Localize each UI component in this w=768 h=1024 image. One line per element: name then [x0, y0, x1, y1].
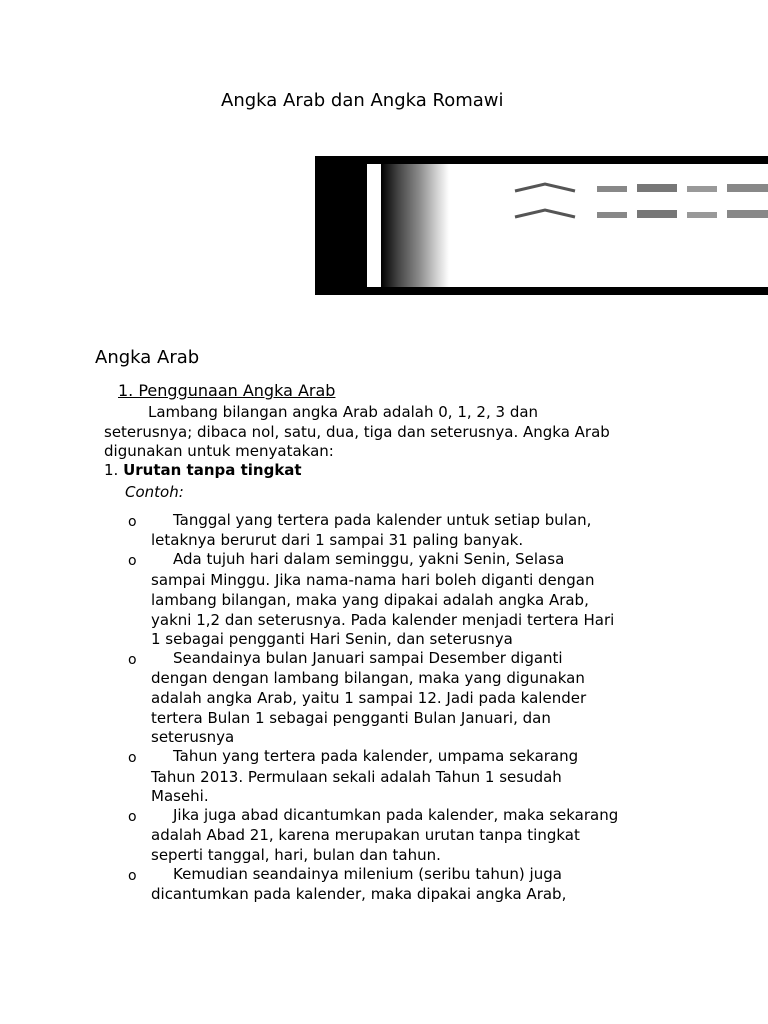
bullet-marker: o — [128, 514, 137, 530]
bullet-text-line: Masehi. — [151, 787, 209, 805]
bullet-text-line: sampai Minggu. Jika nama-nama hari boleh diganti dengan — [151, 571, 595, 589]
banner-wordart-graphic — [367, 164, 768, 287]
banner-inner-panel — [367, 164, 768, 287]
bullet-text-line: 1 sebagai pengganti Hari Senin, dan seterusnya — [151, 630, 513, 648]
bullet-marker: o — [128, 652, 137, 668]
bullet-marker: o — [128, 553, 137, 569]
bullet-text-line: lambang bilangan, maka yang dipakai adalah angka Arab, — [151, 591, 589, 609]
bullet-text-line: Kemudian seandainya milenium (seribu tahun) juga — [173, 865, 562, 883]
example-label: Contoh: — [125, 483, 184, 501]
intro-line: digunakan untuk menyatakan: — [104, 442, 334, 460]
subsection-heading: 1. Penggunaan Angka Arab — [118, 381, 336, 400]
bullet-text-line: seperti tanggal, hari, bulan dan tahun. — [151, 846, 441, 864]
bullet-text-line: Ada tujuh hari dalam seminggu, yakni Senin, Selasa — [173, 550, 565, 568]
bullet-text-line: Tahun 2013. Permulaan sekali adalah Tahun 1 sesudah — [151, 768, 562, 786]
intro-line: seterusnya; dibaca nol, satu, dua, tiga dan seterusnya. Angka Arab — [104, 423, 610, 441]
bullet-marker: o — [128, 868, 137, 884]
numbered-list-item — [104, 461, 302, 479]
bullet-text-line: adalah angka Arab, yaitu 1 sampai 12. Jadi pada kalender — [151, 689, 587, 707]
bullet-text-line: Jika juga abad dicantumkan pada kalender, maka sekarang — [173, 806, 619, 824]
bullet-text-line: adalah Abad 21, karena merupakan urutan tanpa tingkat — [151, 826, 580, 844]
bullet-text-line: tertera Bulan 1 sebagai pengganti Bulan Januari, dan — [151, 709, 551, 727]
list-number: 1. — [104, 461, 119, 479]
title-banner-image — [315, 156, 768, 295]
bullet-text-line: letaknya berurut dari 1 sampai 31 paling banyak. — [151, 531, 524, 549]
bullet-text-line: Tahun yang tertera pada kalender, umpama sekarang — [173, 747, 579, 765]
bullet-text-line: dicantumkan pada kalender, maka dipakai angka Arab, — [151, 885, 567, 903]
bullet-text-line: seterusnya — [151, 728, 235, 746]
bullet-text-line: Seandainya bulan Januari sampai Desember diganti — [173, 649, 563, 667]
bullet-text-line: yakni 1,2 dan seterusnya. Pada kalender menjadi tertera Hari — [151, 611, 615, 629]
list-item-title: Urutan tanpa tingkat — [123, 461, 302, 479]
page-title: Angka Arab dan Angka Romawi — [221, 90, 504, 111]
intro-line: Lambang bilangan angka Arab adalah 0, 1, 2, 3 dan — [148, 403, 539, 421]
bullet-text-line: Tanggal yang tertera pada kalender untuk setiap bulan, — [173, 511, 592, 529]
bullet-marker: o — [128, 809, 137, 825]
bullet-text-line: dengan dengan lambang bilangan, maka yang digunakan — [151, 669, 585, 687]
bullet-marker: o — [128, 750, 137, 766]
section-heading: Angka Arab — [95, 347, 200, 368]
